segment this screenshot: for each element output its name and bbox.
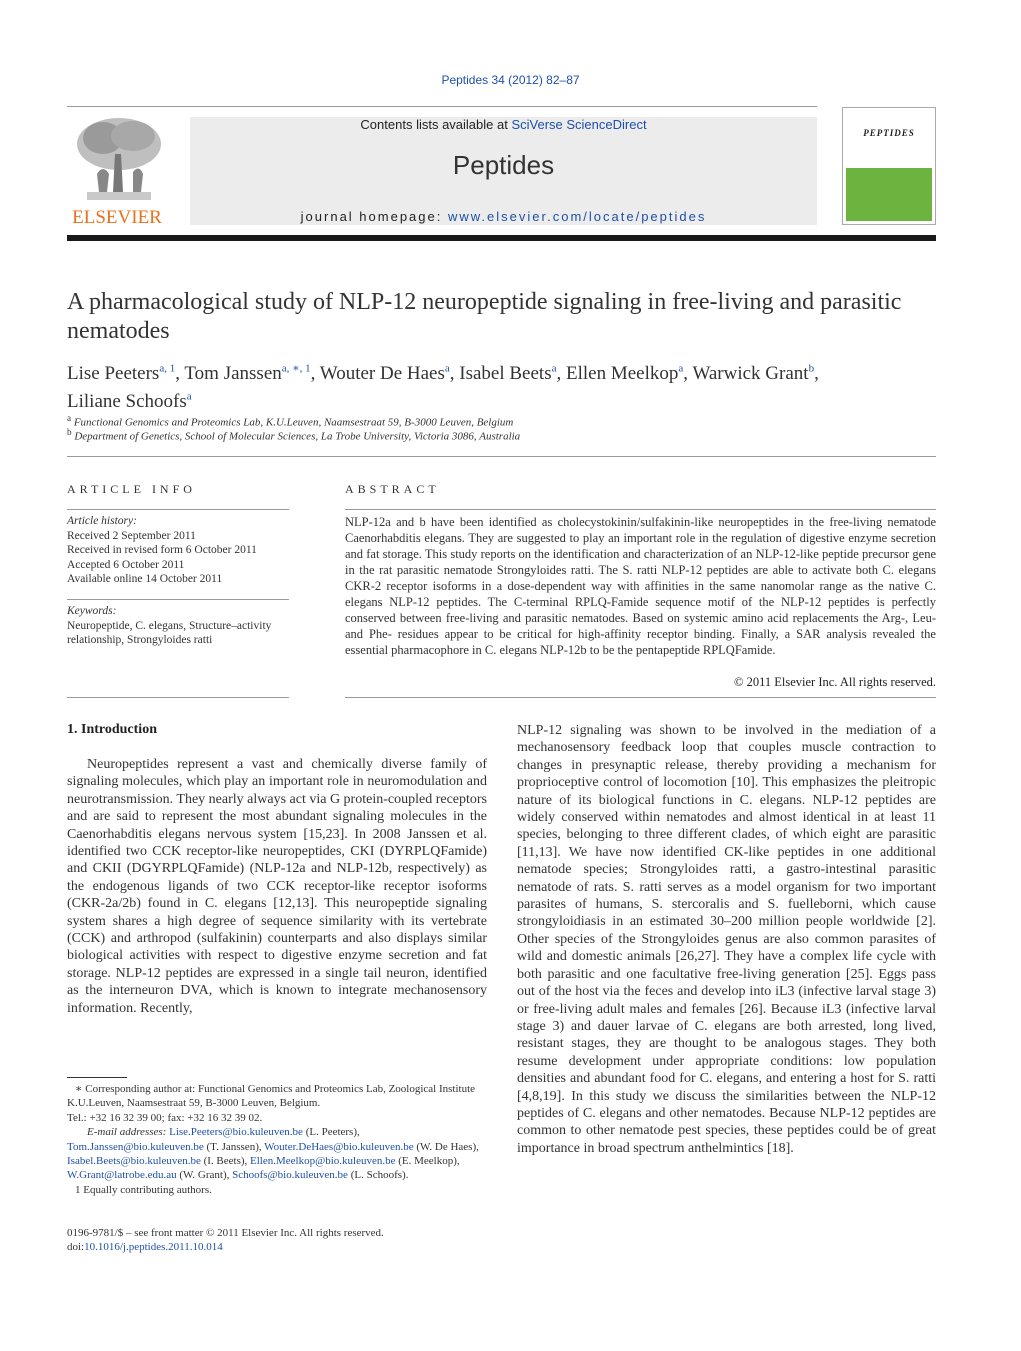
- author[interactable]: Warwick Grant$^b$,: [692, 363, 819, 385]
- author[interactable]: Ellen Meelkop$^a$,: [565, 363, 693, 385]
- article-title: A pharmacological study of NLP-12 neuropeptide signaling in free-living and parasitic nematodes: [67, 289, 902, 344]
- abstract-heading: ABSTRACT: [345, 482, 440, 496]
- footnote-rule: [67, 1077, 127, 1078]
- abstract-text: NLP-12a and b have been identified as cholecystokinin/sulfakinin-like neuropeptides in the free-living nematode Caenorhabditis elegans. They are suggested to play an important role in the regulation of digestive enzyme secretion and fat storage. This study reports on the identification and characterization of an NLP-12-like peptide precursor gene in the rat parasitic nematode Strongyloides ratti. The S. ratti NLP-12 peptides are able to activate both C. elegans CKR-2 receptor isoforms in a dose-dependent way with affinities in the same nanomolar range as the native C. elegans NLP-12 peptides. The C-terminal RPLQ-Famide sequence motif of the NLP-12 peptides is perfectly conserved between free-living and parasitic nematodes. Based on systemic amino acid replacements the Arg-, Leu- and Phe- residues appear to be critical for high-affinity receptor binding. Finally, a SAR analysis revealed the essential pharmacophore in C. elegans NLP-12b to be the pentapeptide RPLQFamide.: [345, 515, 936, 657]
- journal-title: Peptides: [452, 150, 555, 180]
- sciencedirect-link[interactable]: SciVerse ScienceDirect: [511, 117, 647, 132]
- keywords-rule: [67, 599, 289, 600]
- abstract-bottom-rule: [345, 697, 936, 698]
- publisher-wordmark: ELSEVIER: [72, 207, 162, 228]
- intro-left-column: [67, 756, 487, 1017]
- corresponding-author-note: ∗ Corresponding author at: Functional Genomics and Proteomics Lab, Zoological Institute K.U.Leuven, Naamsestraat 59, B-3000 Leuven, Belgium.: [67, 1083, 476, 1110]
- email-link[interactable]: Tom.Janssen@bio.kuleuven.be: [67, 1140, 204, 1153]
- affiliation: $^b$ Department of Genetics, School of Molecular Sciences, La Trobe University, Victoria 3086, Australia: [67, 427, 521, 443]
- author-list: [67, 358, 937, 413]
- author[interactable]: Isabel Beets$^a$,: [459, 363, 566, 385]
- header-top-rule: [67, 106, 817, 107]
- article-info-heading: ARTICLE INFO: [67, 482, 196, 496]
- article-info-bottom-rule: [67, 697, 289, 698]
- cover-green-panel: [846, 168, 932, 221]
- author[interactable]: Wouter De Haes$^a$,: [319, 363, 460, 385]
- abstract-rule: [345, 509, 936, 510]
- author[interactable]: Liliane Schoofs$^a$: [67, 390, 192, 412]
- article-info-rule: [67, 509, 289, 510]
- author[interactable]: Lise Peeters$^{a, 1}$,: [67, 363, 185, 385]
- paragraph: Neuropeptides represent a vast and chemically diverse family of signaling molecules, which play an important role in neuromodulation and neurotransmission. They nearly always act via G protein-coupled receptors and are said to represent the most abundant signaling molecules in the Caenorhabditis elegans nervous system [15,23]. In 2008 Janssen et al. identified two CCK receptor-like neuropeptides, CKI (DYRPLQFamide) and CKII (DGYRPLQFamide) (NLP-12a and NLP-12b, respectively) as the endogenous ligands of two CCK receptor-like receptor isoforms (CKR-2a/2b) found in C. elegans [12,13]. This neuropeptide signaling system shares a high degree of sequence similarity with its vertebrate (CCK) and arthropod (sulfakinin) counterparts and also displays similar biological activities with respect to digestive enzyme secretion and fat storage. NLP-12 peptides are expressed in a single tail neuron, identified as the interneuron DVA, which is known to integrate mechanosensory information. Recently,: [67, 757, 487, 1016]
- affil-rule: [67, 456, 936, 457]
- intro-right-column: [517, 722, 936, 1157]
- contents-available: [190, 117, 817, 132]
- paragraph: NLP-12 signaling was shown to be involved in the mediation of a mechanosensory feedback loop that couples muscle contraction to changes in presynaptic release, thereby providing a mechanism for proprioceptive control of locomotion [10]. This emphasizes the pleitropic nature of its biological functions in C. elegans. NLP-12 peptides are widely conserved within nematodes and almost identical in at least 11 species, belonging to three different clades, of which eight are parasitic [11,13]. We have now identified CK-like peptides in one additional nematode species; Strongyloides ratti, a gastro-intestinal parasitic nematode of rats. S. ratti serves as a model organism for two important parasites of humans, S. stercoralis and S. fuelleborni, which cause strongyloidiasis in an estimated 30–200 million people worldwide [2]. Other species of the Strongyloides genus are also common parasites of wild and domestic animals [26,27]. They have a complex life cycle with both parasitic and one facultative free-living generation [25]. Eggs pass out of the host via the feces and develop into iL3 (infective larval stage 3) or free-living adult males and females [26]. Because iL3 (infective larval stage 3) and dauer larvae of C. elegans are both arrested, long lived, resistant stages, they are thought to be analogous stages. They both resume development under appropriate conditions: low population densities and abundant food for C. elegans, and entering a host for S. ratti [4,8,19]. In this study we discuss the similarities between the NLP-12 peptides of C. elegans and other nematodes. Because NLP-12 peptides are common to other nematode pest species, these peptides could be of great importance in broad spectrum anthelmintics [18].: [517, 723, 936, 1156]
- journal-cover[interactable]: [842, 107, 936, 225]
- email-link[interactable]: Isabel.Beets@bio.kuleuven.be: [67, 1155, 201, 1168]
- email-link[interactable]: W.Grant@latrobe.edu.au: [67, 1169, 177, 1182]
- header-bottom-rule: [67, 235, 936, 241]
- phone-fax: Tel.: +32 16 32 39 00; fax: +32 16 32 39 02.: [67, 1111, 263, 1124]
- doi-link[interactable]: 10.1016/j.peptides.2011.10.014: [84, 1241, 223, 1254]
- contents-prefix: Contents lists available at: [360, 117, 512, 132]
- cover-title: PEPTIDES: [863, 128, 915, 138]
- email-link[interactable]: Wouter.DeHaes@bio.kuleuven.be: [264, 1140, 414, 1153]
- email-addresses: E-mail addresses: Lise.Peeters@bio.kuleuven.be (L. Peeters), Tom.Janssen@bio.kuleuven.be (T. Janssen), Wouter.DeHaes@bio.kuleuven.be (W. De Haes), Isabel.Beets@bio.kuleuven.be (I. Beets), Ellen.Meelkop@bio.kuleuven.be (E. Meelkop), W.Grant@latrobe.edu.au (W. Grant), Schoofs@bio.kuleuven.be (L. Schoofs).: [67, 1126, 479, 1182]
- section-heading: 1. Introduction: [67, 722, 157, 737]
- issn-doi: [67, 1226, 384, 1255]
- author[interactable]: Tom Janssen$^{a, ∗, 1}$,: [184, 363, 320, 385]
- article-history: Article history: Received 2 September 2011 Received in revised form 6 October 2011 Accepted 6 October 2011 Available online 14 October 2011: [67, 515, 257, 585]
- footnotes: [67, 1082, 487, 1197]
- email-link[interactable]: Lise.Peeters@bio.kuleuven.be: [169, 1126, 303, 1139]
- issn-line: 0196-9781/$ – see front matter © 2011 Elsevier Inc. All rights reserved.: [67, 1227, 384, 1239]
- doi-line: doi:10.1016/j.peptides.2011.10.014: [67, 1241, 223, 1254]
- homepage-prefix: journal homepage:: [300, 209, 448, 224]
- equal-contribution-note: 1 Equally contributing authors.: [75, 1183, 212, 1196]
- abstract-copyright: © 2011 Elsevier Inc. All rights reserved.: [733, 675, 936, 689]
- email-link[interactable]: Ellen.Meelkop@bio.kuleuven.be: [250, 1155, 396, 1168]
- affiliation: $^a$ Functional Genomics and Proteomics Lab, K.U.Leuven, Naamsestraat 59, B-3000 Leuven, Belgium: [67, 413, 514, 429]
- journal-citation[interactable]: Peptides 34 (2012) 82–87: [441, 73, 580, 87]
- journal-homepage: [190, 209, 817, 224]
- homepage-link[interactable]: www.elsevier.com/locate/peptides: [447, 209, 707, 224]
- keywords: Keywords: Neuropeptide, C. elegans, Structure–activity relationship, Strongyloides ratti: [67, 605, 272, 646]
- email-link[interactable]: Schoofs@bio.kuleuven.be: [232, 1169, 348, 1182]
